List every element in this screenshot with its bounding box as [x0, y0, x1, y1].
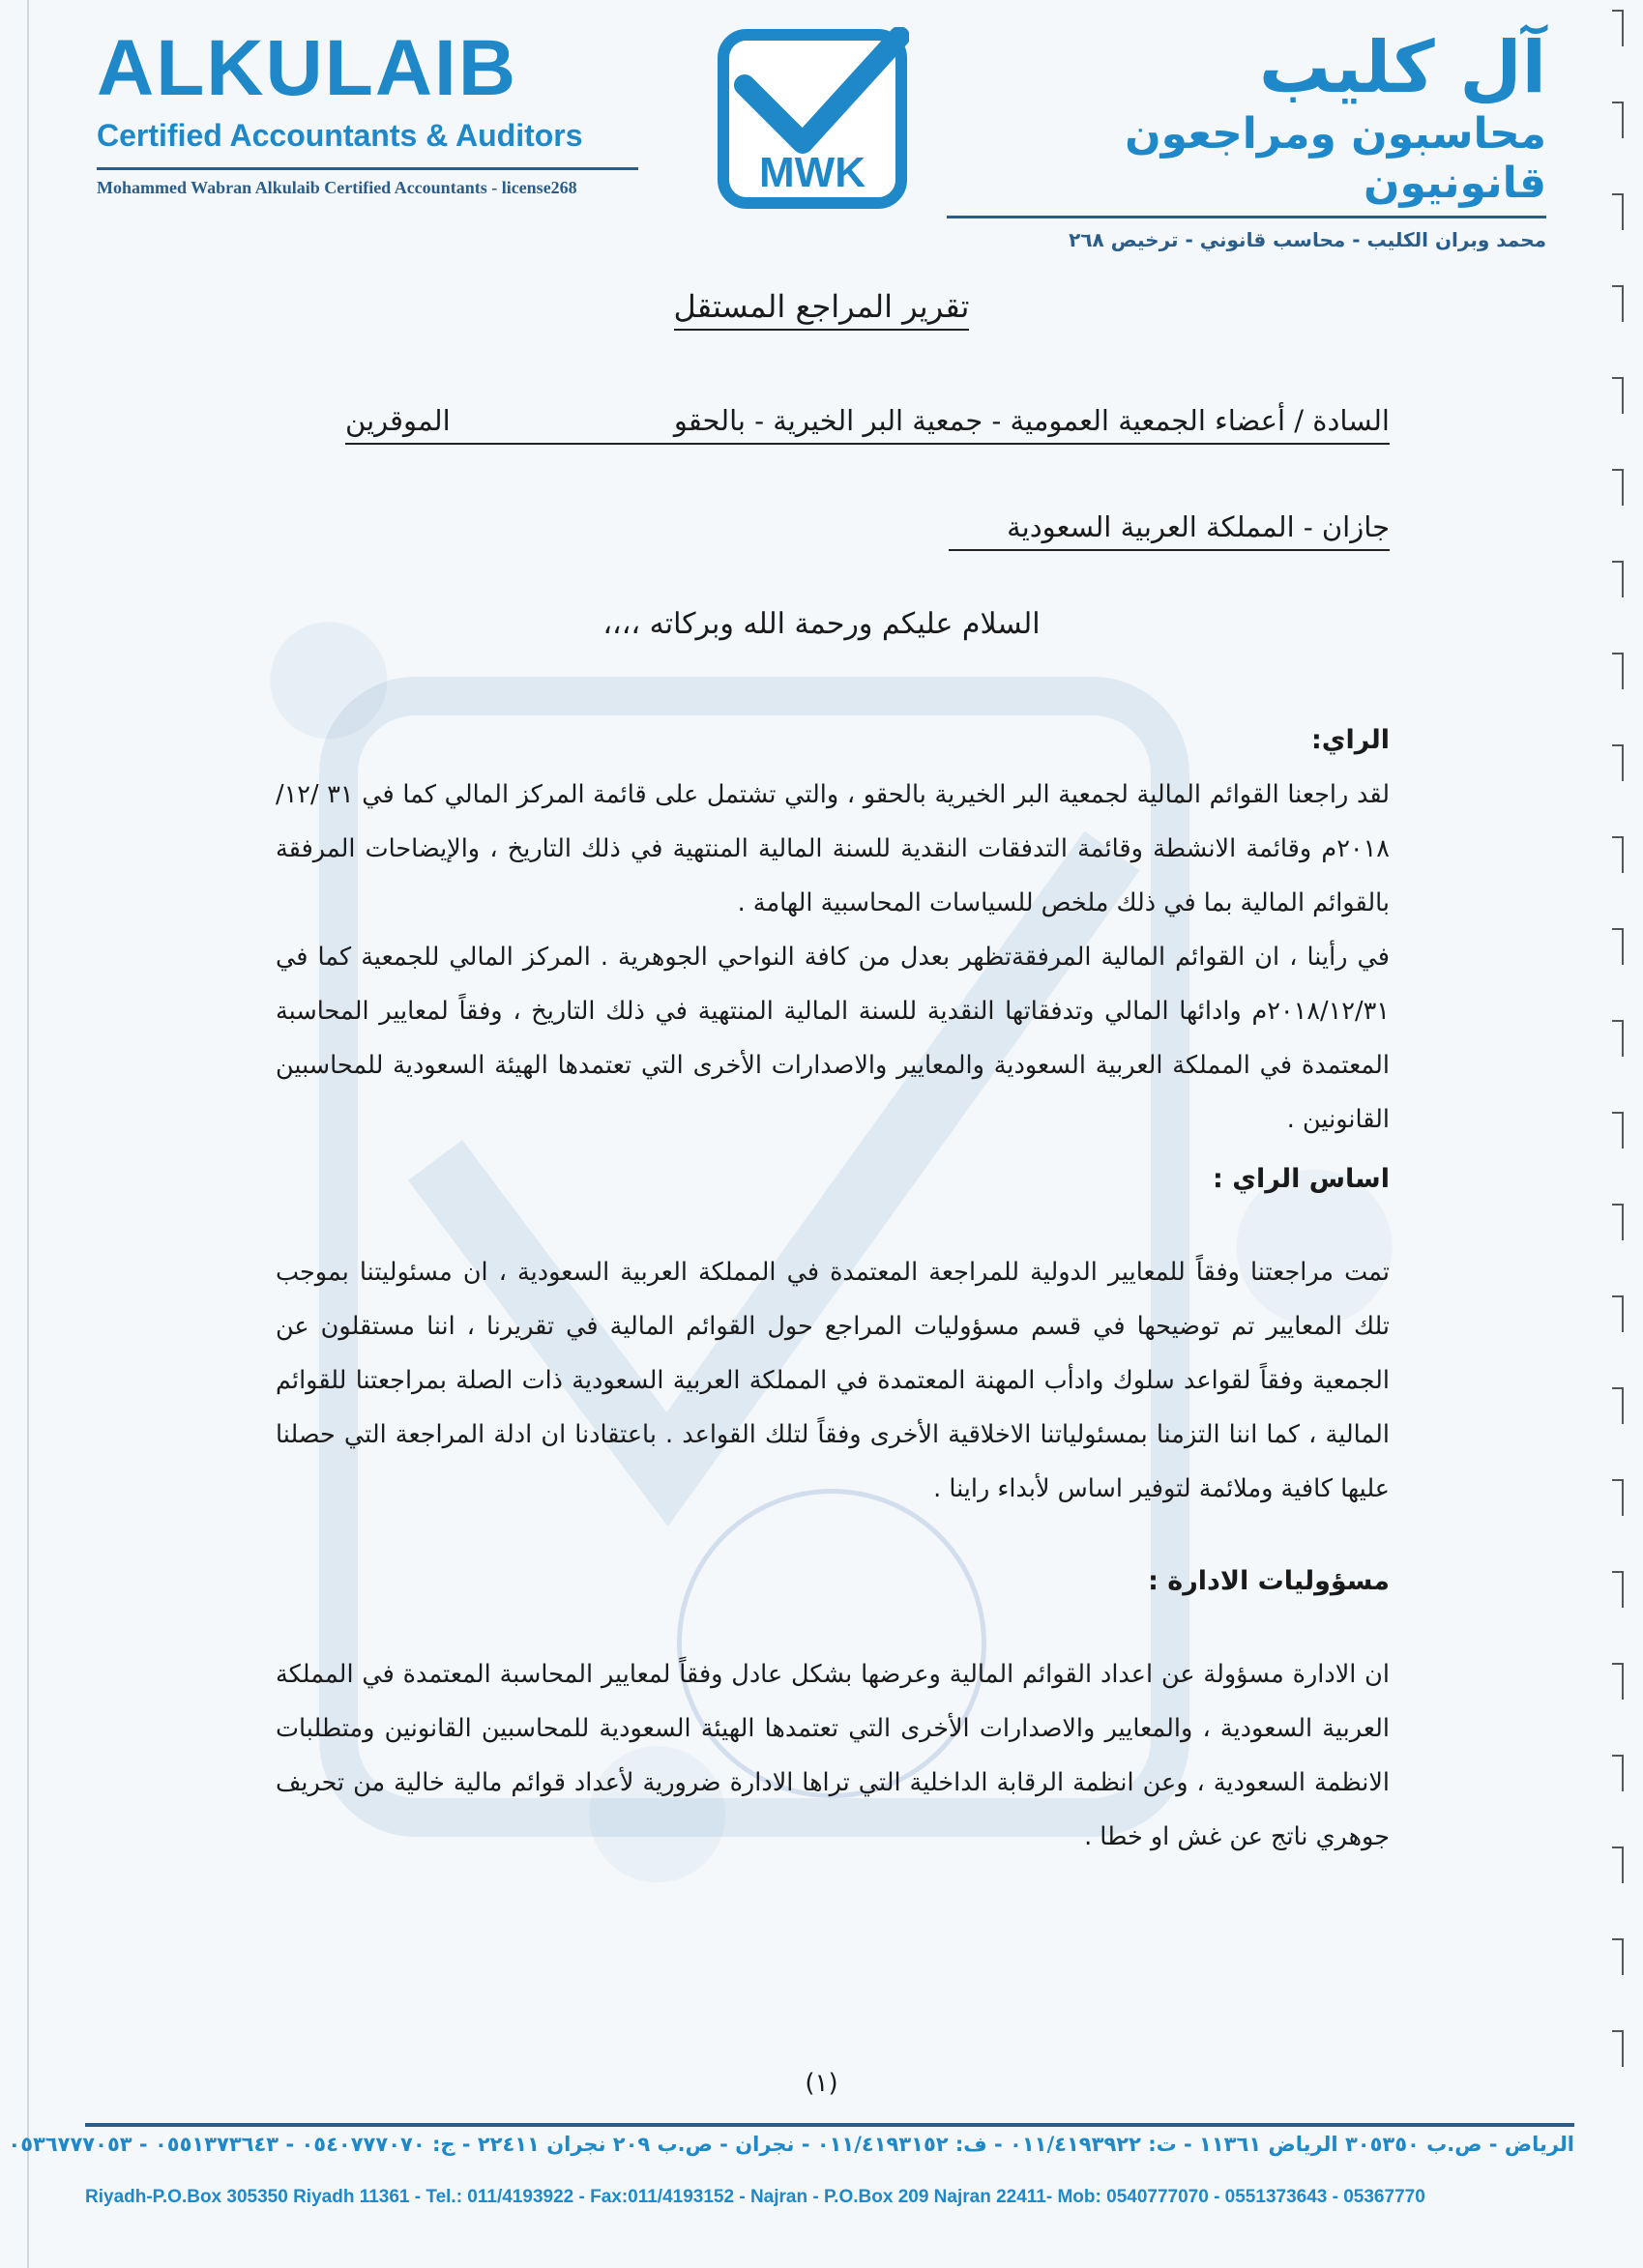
brand-name-ar: آل كليب	[1258, 26, 1546, 109]
license-line-en: Mohammed Wabran Alkulaib Certified Accountants - license268	[97, 167, 638, 198]
brand-arabic	[947, 26, 1546, 252]
brand-name-en: ALKULAIB	[97, 24, 518, 112]
binder-hole	[1612, 193, 1624, 230]
binder-hole	[1612, 653, 1624, 689]
page-edge	[27, 0, 29, 2268]
paragraph: تمت مراجعتنا وفقاً للمعايير الدولية للمراجعة المعتمدة في المملكة العربية السعودية ، ان مسئوليتنا بموجب تلك المعايير تم توضيحها في قسم مسؤوليات المراجع حول القوائم المالية في تقريرنا ، اننا مستقلون عن الجمعية وفقاً لقواعد سلوك وادأب المهنة المعتمدة في المملكة العربية السعودية ذات الصلة بمراجعتنا للقوائم المالية ، كما اننا التزمنا بمسئولياتنا الاخلاقية الأخرى وفقاً لتلك القواعد . باعتقادنا ان ادلة المراجعة التي حصلنا عليها كافية وملائمة لتوفير اساس لأبداء راينا .	[276, 1258, 1390, 1503]
footer-address-en: Riyadh-P.O.Box 305350 Riyadh 11361 - Tel.: 011/4193922 - Fax:011/4193152 - Najran - P.O.Box 209 Najran 22411- Mob: 0540777070 - 0551373643 - 05367770	[85, 2187, 1425, 2207]
report-body	[276, 713, 1390, 1864]
paragraph: ان الادارة مسؤولة عن اعداد القوائم المالية وعرضها بشكل عادل وفقاً لمعايير المحاسبة المعتمدة في المملكة العربية السعودية ، والمعايير والاصدارات الأخرى التي تعتمدها الهيئة السعودية للمحاسبين القانونين ومتطلبات الانظمة السعودية ، وعن انظمة الرقابة الداخلية التي تراها الادارة ضرورية لأعداد قوائم مالية خالية من تحريف جوهري ناتج عن غش او خطا .	[276, 1660, 1390, 1851]
location-line: جازان - المملكة العربية السعودية	[949, 510, 1390, 551]
brand-english	[97, 24, 638, 198]
binder-hole	[1612, 1571, 1624, 1608]
license-line-ar: محمد وبران الكليب - محاسب قانوني - ترخيص ٢٦٨	[947, 216, 1546, 251]
logo-text: MWK	[759, 149, 866, 196]
addressee-line	[345, 404, 1390, 445]
paragraph: في رأينا ، ان القوائم المالية المرفقةتظهر بعدل من كافة النواحي الجوهرية . المركز المالي للجمعية كما في ٢٠١٨/١٢/٣١م وادائها المالي وتدفقاتها النقدية للسنة المالية المنتهية في ذلك التاريخ ، وفقاً لمعايير المحاسبة المعتمدة في المملكة العربية السعودية والمعايير والاصدارات الأخرى التي تعتمدها الهيئة السعودية للمحاسبين القانونين .	[276, 943, 1390, 1134]
footer-divider	[85, 2123, 1574, 2127]
binder-holes	[1585, 0, 1643, 2268]
binder-hole	[1612, 377, 1624, 414]
logo-icon	[716, 27, 909, 211]
binder-hole	[1612, 928, 1624, 965]
binder-hole	[1612, 285, 1624, 322]
section-heading: الراي:	[1311, 725, 1390, 755]
honorific: الموقرين	[345, 404, 451, 437]
binder-hole	[1612, 2030, 1624, 2067]
greeting: السلام عليكم ورحمة الله وبركاته ،،،،	[602, 607, 1041, 641]
page-number: (١)	[805, 2069, 838, 2098]
addressee: السادة / أعضاء الجمعية العمومية - جمعية البر الخيرية - بالحقو	[673, 404, 1390, 437]
binder-hole	[1612, 561, 1624, 597]
section-heading: مسؤوليات الادارة :	[1148, 1566, 1390, 1596]
brand-subtitle-ar: محاسبون ومراجعون قانونيون	[1125, 109, 1546, 209]
binder-hole	[1612, 1204, 1624, 1240]
binder-hole	[1612, 1020, 1624, 1057]
paragraph: لقد راجعنا القوائم المالية لجمعية البر الخيرية بالحقو ، والتي تشتمل على قائمة المركز المالي كما في ٣١ /١٢/ ٢٠١٨م وقائمة الانشطة وقائمة التدفقات النقدية للسنة المالية المنتهية في ذلك التاريخ ، والإيضاحات المرفقة بالقوائم المالية بما في ذلك ملخص للسياسات المحاسبية الهامة .	[276, 780, 1390, 917]
binder-hole	[1612, 10, 1624, 46]
binder-hole	[1612, 1387, 1624, 1424]
footer-address-ar: الرياض - ص.ب ٣٠٥٣٥٠ الرياض ١١٣٦١ - ت: ٠١١/٤١٩٣٩٢٢ - ف: ٠١١/٤١٩٣١٥٢ - نجران - ص.ب ٢٠٩ نجران ٢٢٤١١ - ج: ٠٥٤٠٧٧٧٠٧٠ - ٠٥٥١٣٧٣٦٤٣ - ٠٥٣٦٧٧٧٠٥٣	[8, 2133, 1574, 2156]
binder-hole	[1612, 836, 1624, 873]
brand-subtitle-en: Certified Accountants & Auditors	[97, 118, 583, 153]
binder-hole	[1612, 1479, 1624, 1516]
binder-hole	[1612, 469, 1624, 506]
binder-hole	[1612, 1295, 1624, 1332]
binder-hole	[1612, 1846, 1624, 1883]
binder-hole	[1612, 1112, 1624, 1149]
binder-hole	[1612, 1663, 1624, 1700]
binder-hole	[1612, 1755, 1624, 1791]
binder-hole	[1612, 744, 1624, 781]
binder-hole	[1612, 1938, 1624, 1975]
section-heading: اساس الراي :	[1213, 1164, 1390, 1194]
binder-hole	[1612, 102, 1624, 138]
report-title: تقرير المراجع المستقل	[0, 288, 1643, 325]
